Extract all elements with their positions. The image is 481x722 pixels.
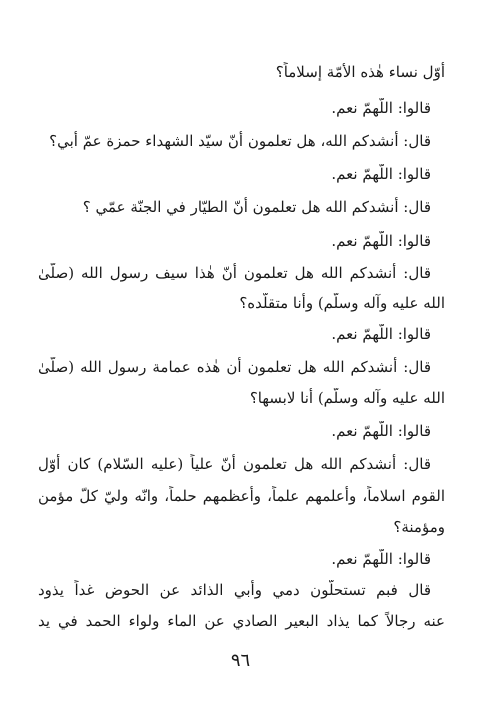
text-line: عنه رجالاً كما يذاد البعير الصادي عن الماء ولواء الحمد في يد xyxy=(38,612,445,630)
text-line: أوّل نساء هٰذه الأمّة إسلاماً؟ xyxy=(275,63,445,81)
text-line: الله عليه وآله وسلّم) أنا لابسها؟ xyxy=(249,389,445,407)
text-line: قال: أنشدكم الله هل تعلمون أنّ علياً (عليه السّلام) كان أوّل xyxy=(38,455,431,473)
text-line: قالوا: اللّهمّ نعم. xyxy=(331,325,431,343)
text-line: قالوا: اللّهمّ نعم. xyxy=(331,232,431,250)
text-line: قالوا: اللّهمّ نعم. xyxy=(331,422,431,440)
text-line: قالوا: اللّهمّ نعم. xyxy=(331,165,431,183)
text-line: الله عليه وآله وسلّم) وأنا متقلّده؟ xyxy=(239,294,445,312)
text-line: ومؤمنة؟ xyxy=(393,518,445,536)
text-line: قال: أنشدكم الله هل تعلمون أنّ الطيّار في الجنّة عمّي ؟ xyxy=(82,198,431,216)
text-line: القوم اسلاماً، وأعلمهم علماً، وأعظمهم حلماً، وانّه وليّ كلّ مؤمن xyxy=(38,487,445,505)
text-line: قالوا: اللّهمّ نعم. xyxy=(331,550,431,568)
text-line: قال فبم تستحلّون دمي وأبي الذائد عن الحوض غداً يذود xyxy=(38,581,431,599)
text-line: قال: أنشدكم الله هل تعلمون أنّ هٰذا سيف رسول الله (صلّىٰ xyxy=(38,264,431,282)
text-line: قال: أنشدكم الله هل تعلمون أن هٰذه عمامة رسول الله (صلّىٰ xyxy=(38,358,431,376)
text-line: قالوا: اللّهمّ نعم. xyxy=(331,99,431,117)
page-number: ٩٦ xyxy=(230,650,251,671)
text-line: قال: أنشدكم الله، هل تعلمون أنّ سيّد الشهداء حمزة عمّ أبي؟ xyxy=(49,132,431,150)
